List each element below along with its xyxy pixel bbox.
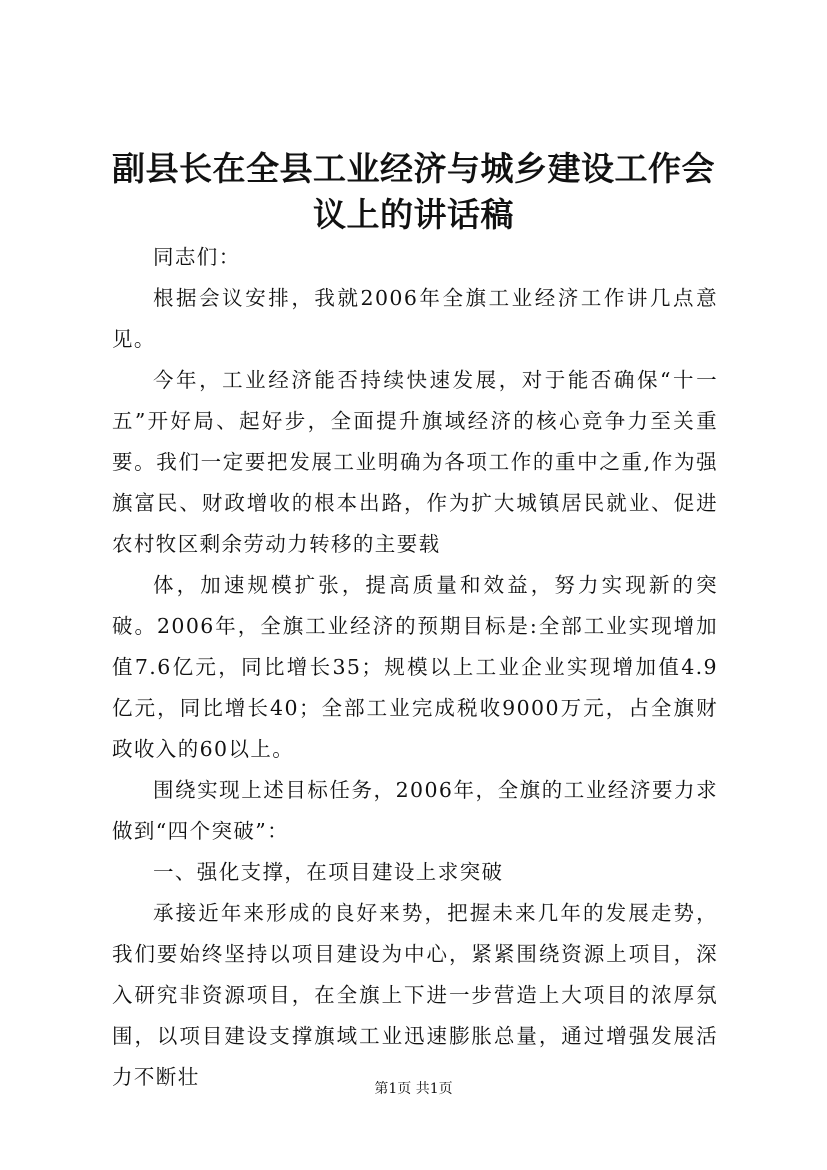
body-paragraph: 根据会议安排，我就2006年全旗工业经济工作讲几点意见。 bbox=[112, 286, 718, 351]
body-paragraph: 承接近年来形成的良好来势，把握未来几年的发展走势，我们要始终坚持以项目建设为中心，紧紧围绕资源上项目，深入研究非资源项目，在全旗上下进一步营造上大项目的浓厚氛围，以项目建设支撑旗域工业迅速膨胀总量，通过增强发展活力不断壮 bbox=[112, 901, 718, 1089]
body-paragraph: 围绕实现上述目标任务，2006年，全旗的工业经济要力求做到“四个突破”： bbox=[112, 778, 718, 843]
body-paragraph: 今年，工业经济能否持续快速发展，对于能否确保“十一五”开好局、起好步，全面提升旗域经济的核心竞争力至关重要。我们一定要把发展工业明确为各项工作的重中之重,作为强旗富民、财政增收的根本出路，作为扩大城镇居民就业、促进农村牧区剩余劳动力转移的主要载 bbox=[112, 368, 718, 556]
document-title: 副县长在全县工业经济与城乡建设工作会议上的讲话稿 bbox=[112, 149, 715, 234]
page-footer: 第1页 共1页 bbox=[374, 1081, 453, 1097]
salutation-paragraph: 同志们： bbox=[153, 245, 241, 269]
section-heading: 一、强化支撑，在项目建设上求突破 bbox=[153, 860, 504, 884]
body-paragraph: 体，加速规模扩张，提高质量和效益，努力实现新的突破。2006年，全旗工业经济的预期目标是:全部工业实现增加值7.6亿元，同比增长35；规模以上工业企业实现增加值4.9亿元，同比增长40；全部工业完成税收9000万元，占全旗财政收入的60以上。 bbox=[112, 573, 718, 761]
document-body bbox=[112, 237, 718, 1098]
